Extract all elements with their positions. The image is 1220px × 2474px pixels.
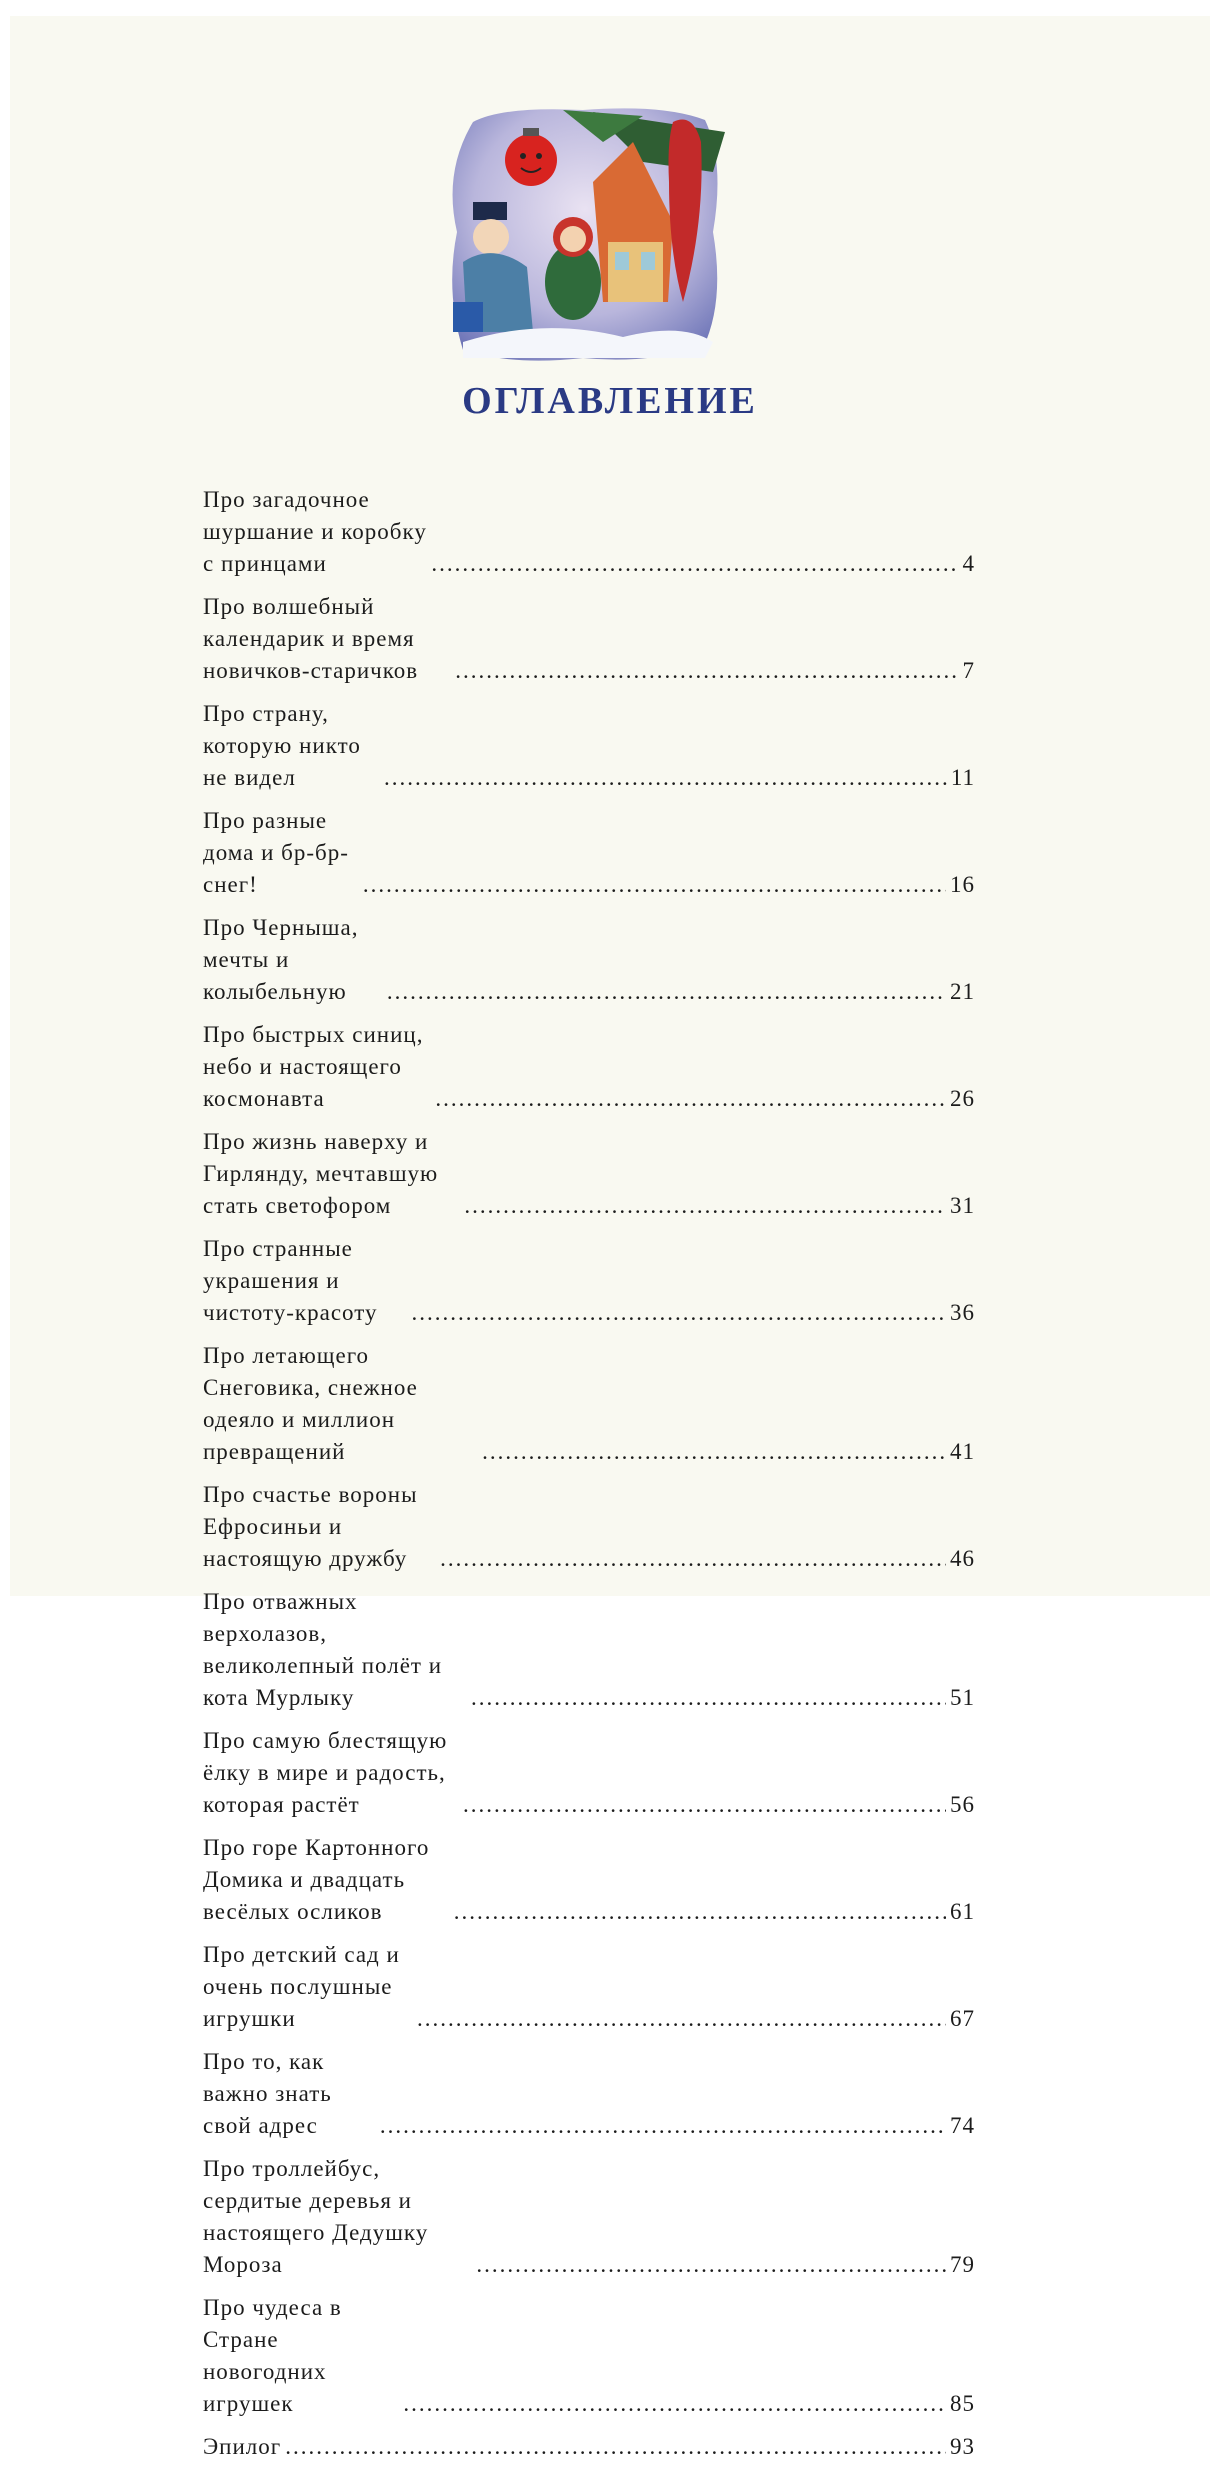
leader-dots [454, 1896, 946, 1928]
toc-entry[interactable] [203, 2292, 975, 2420]
toc-entry-title: Про троллейбус, сердитые деревья и настоящего Дедушку Мороза [203, 2156, 429, 2277]
leader-dots [476, 2249, 946, 2281]
toc-entry[interactable] [203, 805, 975, 901]
toc-entry-title: Эпилог [203, 2434, 282, 2459]
leader-dots [285, 2431, 946, 2463]
toc-entry-page: 67 [950, 2006, 975, 2031]
toc-entry[interactable] [203, 1586, 975, 1714]
toc-entry[interactable] [203, 1832, 975, 1928]
christmas-toys-illustration [443, 102, 725, 368]
toc-entry-page: 36 [950, 1300, 975, 1325]
toc-entry-title: Про Черныша, мечты и колыбельную [203, 915, 359, 1004]
toc-entry[interactable] [203, 1725, 975, 1821]
toc-entry-page: 51 [950, 1685, 975, 1710]
toc-entry-title: Про загадочное шуршание и коробку с принцами [203, 487, 427, 576]
leader-dots [463, 1789, 946, 1821]
leader-dots [440, 1543, 946, 1575]
toc-entry[interactable] [203, 1019, 975, 1115]
toc-entry-title: Про горе Картонного Домика и двадцать весёлых осликов [203, 1835, 430, 1924]
toc-entry-page: 21 [950, 979, 975, 1004]
toc-entry-page: 79 [950, 2252, 975, 2277]
leader-dots [363, 869, 946, 901]
toc-entry-page: 46 [950, 1546, 975, 1571]
toc-entry[interactable] [203, 591, 975, 687]
toc-entry-page: 61 [950, 1899, 975, 1924]
toc-entry-page: 26 [950, 1086, 975, 1111]
toc-entry-title: Про жизнь наверху и Гирлянду, мечтавшую стать светофором [203, 1129, 439, 1218]
leader-dots [417, 2003, 946, 2035]
toc-entry-page: 56 [950, 1792, 975, 1817]
leader-dots [380, 2110, 946, 2142]
page-title: ОГЛАВЛЕНИЕ [462, 380, 758, 422]
leader-dots [412, 1297, 947, 1329]
toc-entry-title: Про самую блестящую ёлку в мире и радость, которая растёт [203, 1728, 448, 1817]
leader-dots [464, 1190, 946, 1222]
toc-entry-title: Про чудеса в Стране новогодних игрушек [203, 2295, 342, 2416]
toc-entry[interactable] [203, 912, 975, 1008]
toc-entry-title: Про то, как важно знать свой адрес [203, 2049, 332, 2138]
toc-entry-page: 4 [962, 551, 975, 576]
toc-entry[interactable] [203, 1340, 975, 1468]
toc-entry-page: 85 [950, 2391, 975, 2416]
toc-entry[interactable] [203, 1939, 975, 2035]
toc-entry-page: 16 [950, 872, 975, 897]
toc-entry[interactable] [203, 484, 975, 580]
toc-entry-title: Про странные украшения и чистоту-красоту [203, 1236, 378, 1325]
toc-entry[interactable] [203, 2153, 975, 2281]
toc-entry-page: 41 [950, 1439, 975, 1464]
toc-entry-page: 11 [950, 765, 975, 790]
leader-dots [455, 655, 958, 687]
table-of-contents [203, 484, 975, 2474]
leader-dots [435, 1083, 946, 1115]
toc-entry-page: 7 [962, 658, 975, 683]
toc-entry-title: Про летающего Снеговика, снежное одеяло и миллион превращений [203, 1343, 418, 1464]
toc-entry-title: Про счастье вороны Ефросиньи и настоящую дружбу [203, 1482, 418, 1571]
toc-entry-page: 93 [950, 2434, 975, 2459]
toc-entry-title: Про разные дома и бр-бр-снег! [203, 808, 349, 897]
leader-dots [403, 2388, 946, 2420]
toc-entry[interactable] [203, 1233, 975, 1329]
toc-entry-title: Про быстрых синиц, небо и настоящего космонавта [203, 1022, 424, 1111]
toc-entry-title: Про отважных верхолазов, великолепный полёт и кота Мурлыку [203, 1589, 443, 1710]
leader-dots [482, 1436, 946, 1468]
toc-entry-title: Про детский сад и очень послушные игрушки [203, 1942, 400, 2031]
leader-dots [387, 976, 946, 1008]
leader-dots [431, 548, 958, 580]
toc-entry[interactable] [203, 1479, 975, 1575]
toc-entry[interactable] [203, 2046, 975, 2142]
leader-dots [384, 762, 947, 794]
toc-entry-title: Про страну, которую никто не видел [203, 701, 361, 790]
leader-dots [471, 1682, 946, 1714]
toc-entry-title: Про волшебный календарик и время новичков-старичков [203, 594, 419, 683]
toc-entry-page: 31 [950, 1193, 975, 1218]
toc-entry-page: 74 [950, 2113, 975, 2138]
toc-entry[interactable] [203, 1126, 975, 1222]
toc-entry[interactable] [203, 698, 975, 794]
toc-entry[interactable] [203, 2431, 975, 2463]
